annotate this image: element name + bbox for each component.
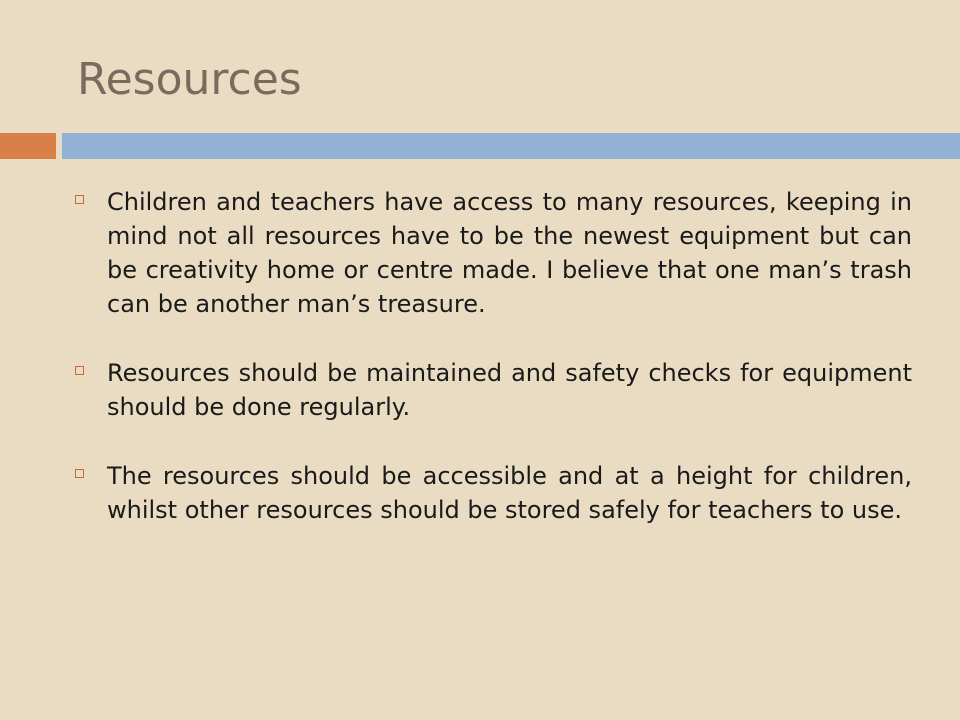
hollow-square-bullet-icon (75, 469, 84, 478)
title-accent-bar-orange (0, 133, 56, 159)
hollow-square-bullet-icon (75, 366, 84, 375)
bullet-item (75, 185, 912, 321)
bullet-list (75, 185, 912, 562)
hollow-square-bullet-icon (75, 195, 84, 204)
title-accent-bar-blue (62, 133, 960, 159)
bullet-item (75, 459, 912, 527)
bullet-item (75, 356, 912, 424)
bullet-text: Resources should be maintained and safety checks for equipment should be done regularly. (107, 359, 912, 421)
bullet-text: Children and teachers have access to many resources, keeping in mind not all resources have to be the newest equipment but can be creativity home or centre made. I believe that one man’s trash can be another man’s treasure. (107, 188, 912, 318)
bullet-text: The resources should be accessible and at a height for children, whilst other resources should be stored safely for teachers to use. (107, 462, 912, 524)
slide-title: Resources (77, 54, 302, 105)
